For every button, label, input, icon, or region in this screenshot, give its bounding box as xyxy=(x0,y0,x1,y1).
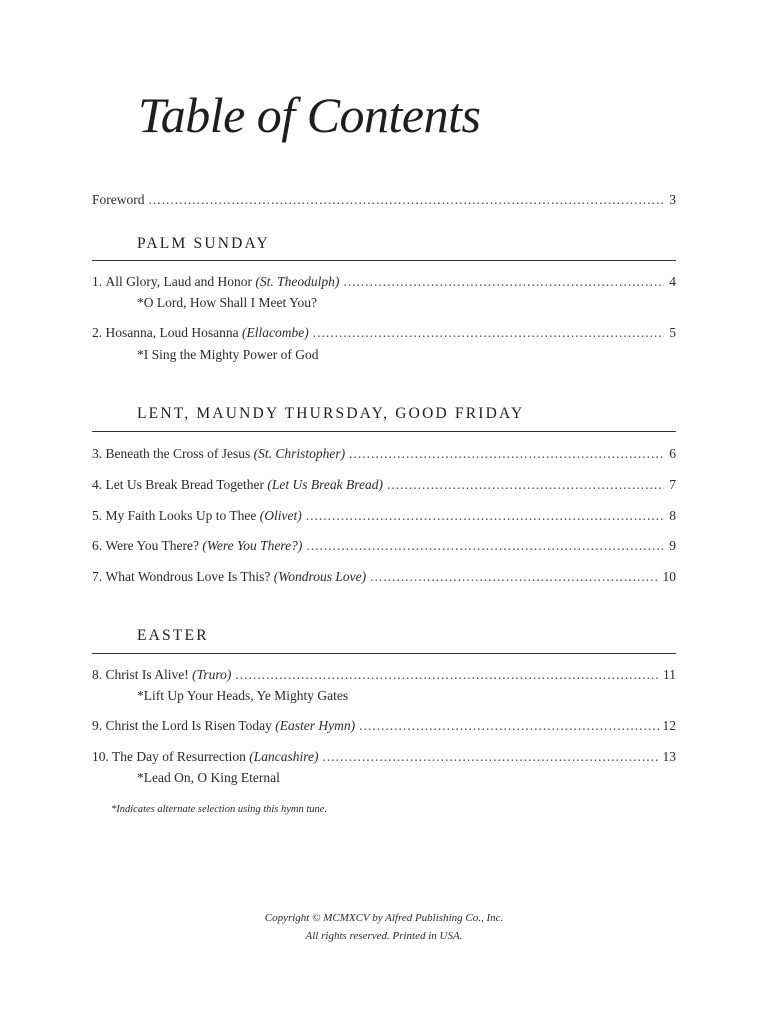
toc-alternate-selection: *Lift Up Your Heads, Ye Mighty Gates xyxy=(137,688,349,703)
toc-alternate-selection: *I Sing the Mighty Power of God xyxy=(137,347,319,362)
toc-entry-tune: (Easter Hymn) xyxy=(275,718,356,733)
toc-entry-title: My Faith Looks Up to Thee xyxy=(105,508,257,523)
toc-entry-tune: (Olivet) xyxy=(259,508,302,523)
dot-leader xyxy=(235,667,659,683)
toc-entry-number: 8. xyxy=(92,667,103,682)
toc-entry-title: What Wondrous Love Is This? xyxy=(105,569,271,584)
dot-leader xyxy=(313,325,664,341)
toc-entry-tune: (St. Theodulph) xyxy=(255,274,340,289)
section-divider xyxy=(92,260,676,261)
toc-entry-number: 3. xyxy=(92,446,103,461)
toc-entry xyxy=(92,477,676,497)
dot-leader xyxy=(349,446,664,462)
toc-entry-title: All Glory, Laud and Honor xyxy=(105,274,252,289)
toc-entry-tune: (Let Us Break Bread) xyxy=(267,477,383,492)
toc-entry xyxy=(92,325,676,345)
toc-entry-number: 4. xyxy=(92,477,103,492)
toc-page-number: 10 xyxy=(662,569,676,584)
dot-leader xyxy=(343,274,664,290)
toc-entry-number: 10. xyxy=(92,749,109,764)
toc-entry-number: 1. xyxy=(92,274,103,289)
toc-entry-title: Christ Is Alive! xyxy=(105,667,189,682)
toc-entry-tune: (Truro) xyxy=(192,667,232,682)
toc-entry-tune: (St. Christopher) xyxy=(253,446,346,461)
toc-alternate-selection: *O Lord, How Shall I Meet You? xyxy=(137,295,317,310)
toc-entry-title: Let Us Break Bread Together xyxy=(105,477,264,492)
toc-entry xyxy=(92,508,676,528)
toc-entry-title: Foreword xyxy=(92,192,145,207)
toc-entry xyxy=(92,569,676,589)
toc-entry-foreword xyxy=(92,192,676,212)
toc-entry-title: Christ the Lord Is Risen Today xyxy=(105,718,272,733)
copyright-line: Copyright © MCMXCV by Alfred Publishing Co., Inc. xyxy=(264,912,504,924)
page-title: Table of Contents xyxy=(138,87,481,143)
toc-entry xyxy=(92,667,676,687)
toc-page-number: 4 xyxy=(669,274,676,289)
toc-entry-title: Beneath the Cross of Jesus xyxy=(105,446,251,461)
toc-page-number: 13 xyxy=(662,749,676,764)
dot-leader xyxy=(306,508,664,524)
toc-entry xyxy=(92,538,676,558)
toc-page-number: 6 xyxy=(669,446,676,461)
toc-entry-number: 7. xyxy=(92,569,103,584)
toc-page-number: 9 xyxy=(669,538,676,553)
dot-leader xyxy=(370,569,658,585)
toc-page-number: 12 xyxy=(662,718,676,733)
toc-entry-title: Hosanna, Loud Hosanna xyxy=(105,325,239,340)
toc-entry xyxy=(92,718,676,738)
toc-entry-number: 2. xyxy=(92,325,103,340)
toc-page-number: 3 xyxy=(669,192,676,207)
toc-entry-tune: (Were You There?) xyxy=(202,538,303,553)
dot-leader xyxy=(306,538,664,554)
toc-entry-tune: (Ellacombe) xyxy=(241,325,309,340)
section-divider xyxy=(92,431,676,432)
toc-entry xyxy=(92,446,676,466)
toc-page-number: 5 xyxy=(669,325,676,340)
toc-entry-title: The Day of Resurrection xyxy=(112,749,246,764)
toc-entry-number: 9. xyxy=(92,718,103,733)
section-divider xyxy=(92,653,676,654)
toc-entry-tune: (Lancashire) xyxy=(249,749,319,764)
toc-entry xyxy=(92,274,676,294)
rights-line: All rights reserved. Printed in USA. xyxy=(305,930,463,942)
section-heading-lent-maundy-thursday-good-friday: LENT, MAUNDY THURSDAY, GOOD FRIDAY xyxy=(137,405,525,422)
toc-entry xyxy=(92,749,676,769)
toc-page-number: 7 xyxy=(669,477,676,492)
toc-entry-title: Were You There? xyxy=(105,538,200,553)
footnote: *Indicates alternate selection using this hymn tune. xyxy=(111,804,328,815)
toc-page-number: 8 xyxy=(669,508,676,523)
dot-leader xyxy=(149,192,665,208)
dot-leader xyxy=(387,477,664,493)
toc-entry-number: 6. xyxy=(92,538,103,553)
toc-entry-tune: (Wondrous Love) xyxy=(273,569,367,584)
toc-page-number: 11 xyxy=(663,667,676,682)
dot-leader xyxy=(359,718,658,734)
toc-entry-number: 5. xyxy=(92,508,103,523)
section-heading-easter: EASTER xyxy=(137,627,209,644)
section-heading-palm-sunday: PALM SUNDAY xyxy=(137,235,270,252)
toc-alternate-selection: *Lead On, O King Eternal xyxy=(137,770,280,785)
dot-leader xyxy=(322,749,658,765)
